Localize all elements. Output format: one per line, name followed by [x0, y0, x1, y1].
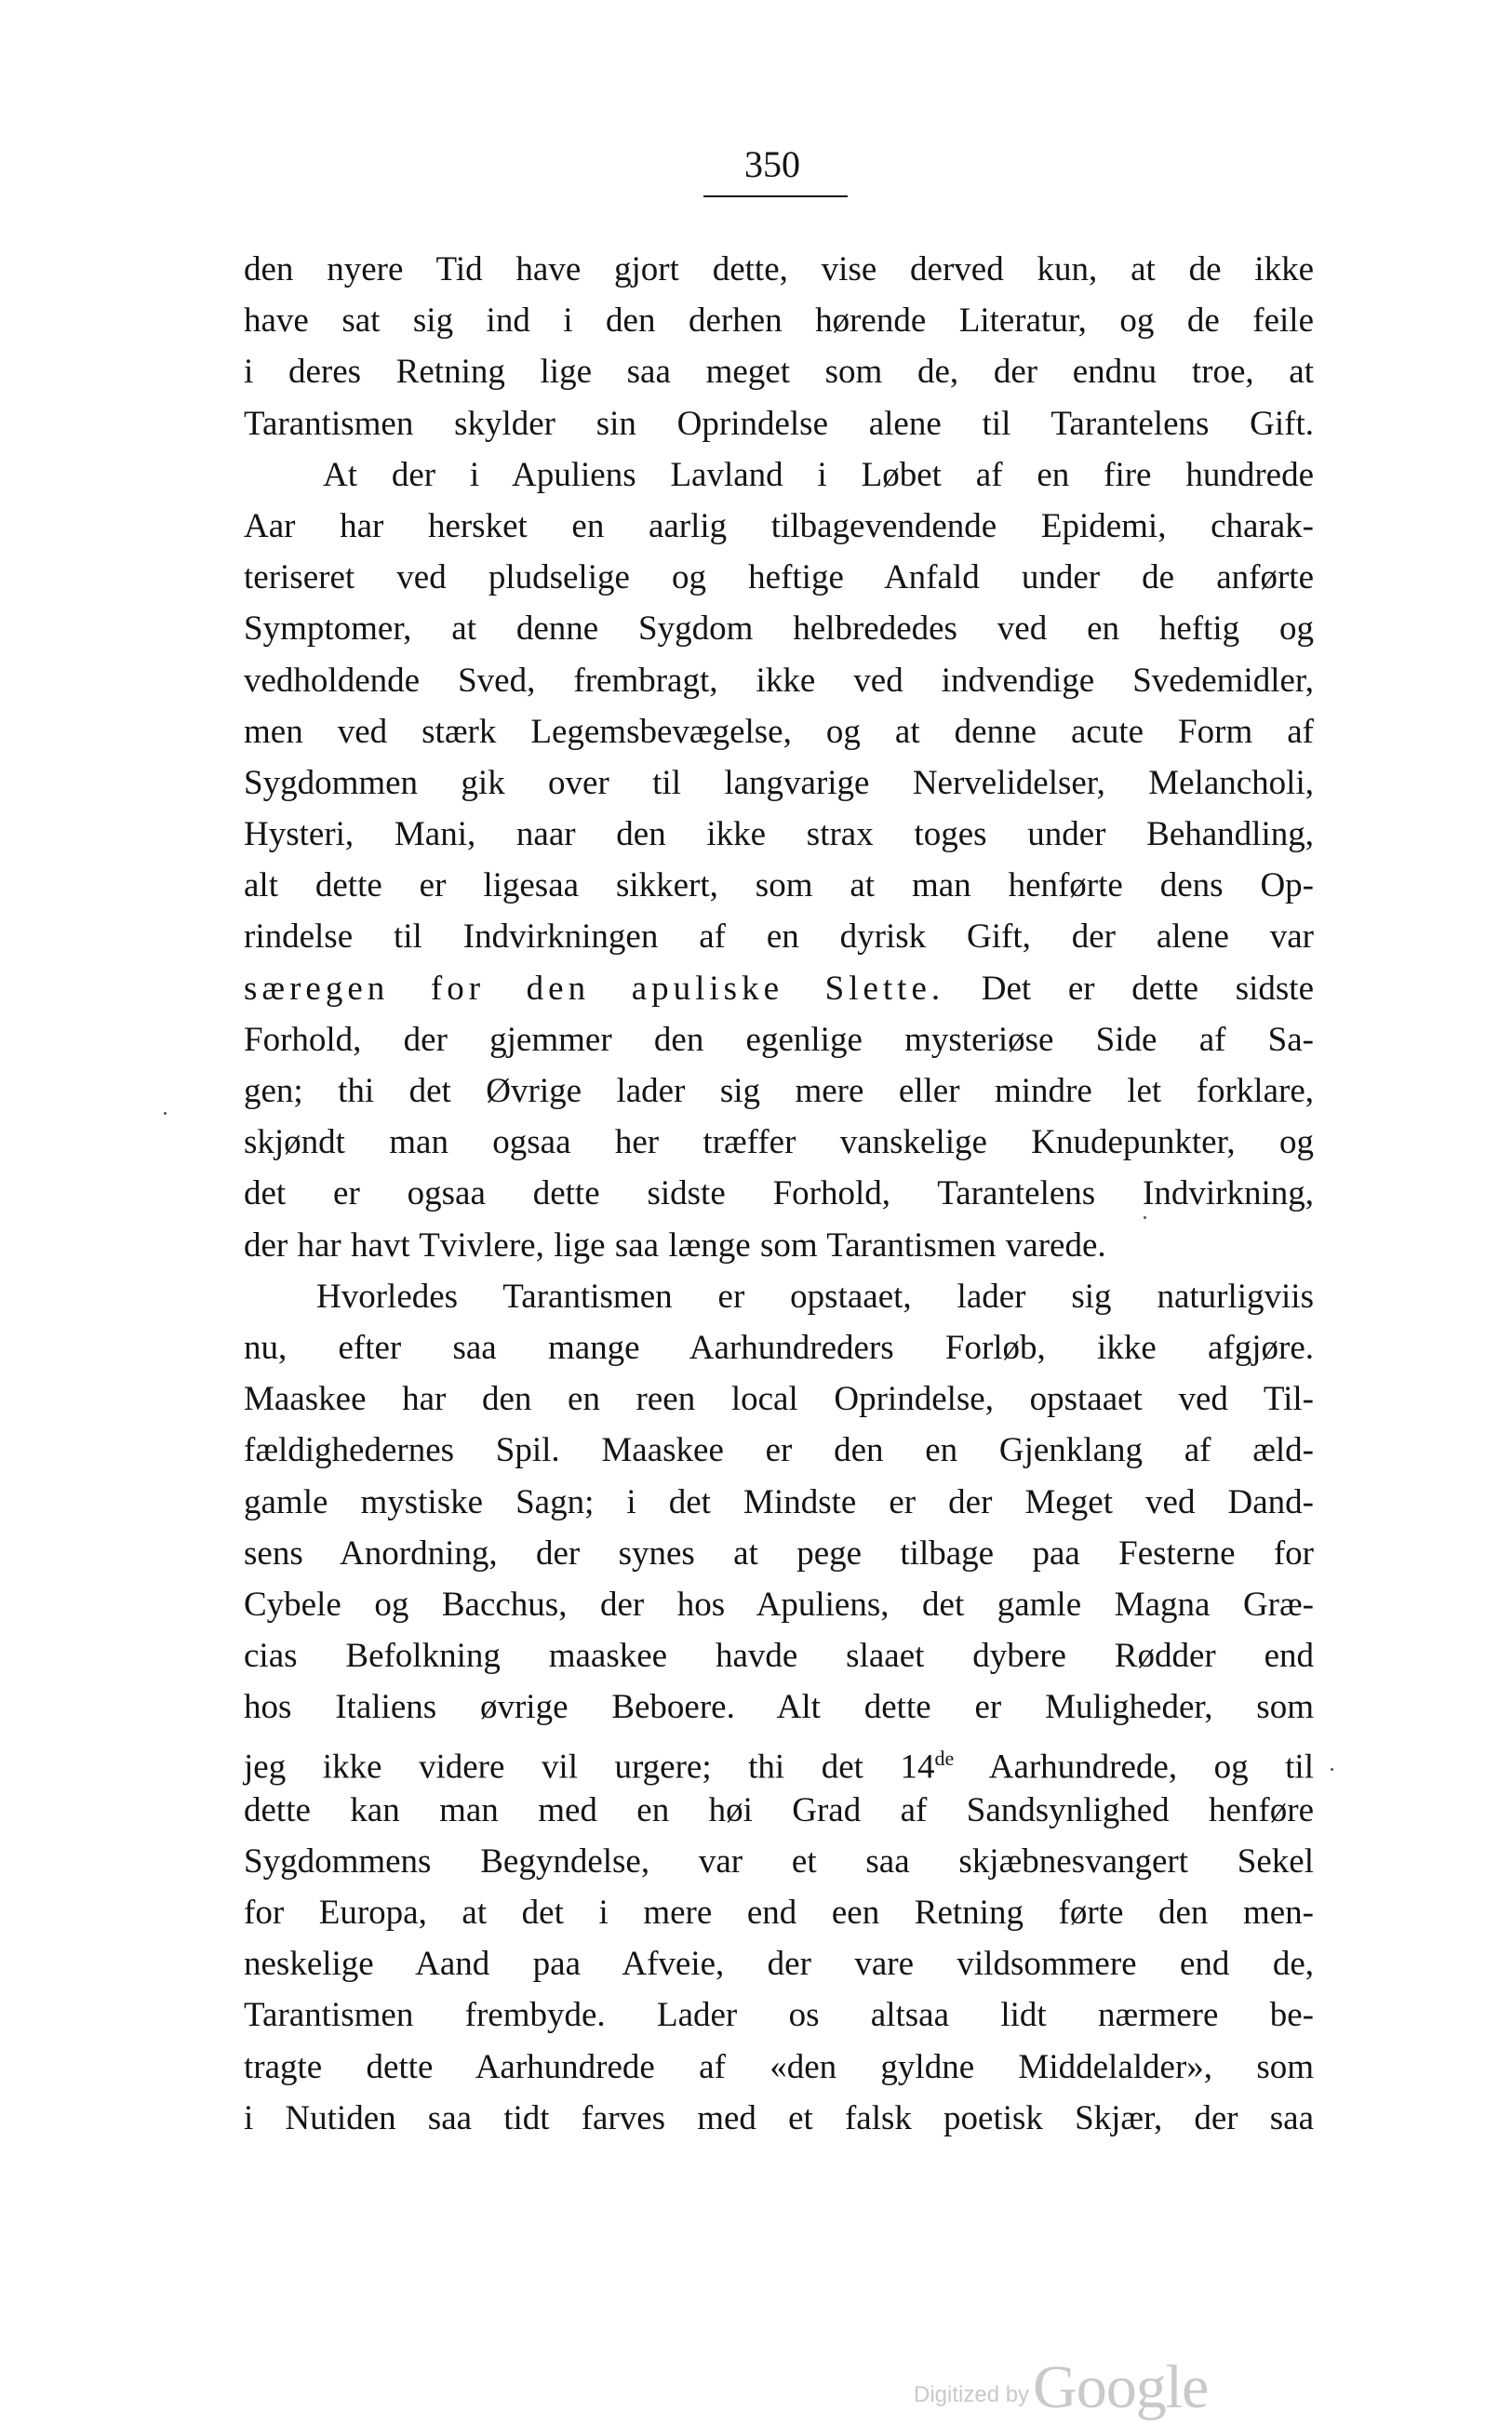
- text-segment: jeg ikke videre vil urgere; thi det 14: [244, 1748, 935, 1787]
- text-line: der har havt Tvivlere, lige saa længe som Tarantismen varede.: [244, 1225, 1106, 1265]
- text-line: dette kan man med en høi Grad af Sandsynlighed henføre: [244, 1790, 1314, 1829]
- text-line: den nyere Tid have gjort dette, vise derved kun, at de ikke: [244, 250, 1314, 288]
- text-line: Tarantismen skylder sin Oprindelse alene til Tarantelens Gift.: [244, 404, 1314, 443]
- text-line: [244, 963, 1314, 1014]
- text-line: Forhold, der gjemmer den egenlige mysteriøse Side af Sa-: [244, 1020, 1314, 1059]
- scan-speck: [164, 1112, 167, 1115]
- text-segment: Aarhundrede, og til: [954, 1748, 1314, 1787]
- text-line: rindelse til Indvirkningen af en dyrisk Gift, der alene var: [244, 917, 1314, 957]
- scan-speck: [1144, 1216, 1146, 1219]
- page-number: 350: [744, 143, 800, 185]
- text-line: det er ogsaa dette sidste Forhold, Tarantelens Indvirkning,: [244, 1174, 1314, 1213]
- text-line: Tarantismen frembyde. Lader os altsaa lidt nærmere be-: [244, 1996, 1314, 2035]
- text-line: gen; thi det Øvrige lader sig mere eller mindre let forklare,: [244, 1072, 1314, 1110]
- text-line: Cybele og Bacchus, der hos Apuliens, det gamle Magna Græ-: [244, 1585, 1314, 1624]
- text-line: Maaskee har den en reen local Oprindelse, opstaaet ved Til-: [244, 1380, 1314, 1419]
- text-line: Sygdommen gik over til langvarige Nervelidelser, Melancholi,: [244, 763, 1314, 802]
- text-line: cias Befolkning maaskee havde slaaet dybere Rødder end: [244, 1637, 1314, 1676]
- page-number-rule: [703, 195, 848, 197]
- text-line: i deres Retning lige saa meget som de, der endnu troe, at: [244, 353, 1314, 392]
- text-line: neskelige Aand paa Afveie, der vare vildsommere end de,: [244, 1945, 1314, 1984]
- text-line: teriseret ved pludselige og heftige Anfald under de anførte: [244, 558, 1314, 597]
- text-line: for Europa, at det i mere end een Retning førte den men-: [244, 1894, 1314, 1932]
- watermark-prefix: Digitized by: [914, 2382, 1030, 2407]
- text-line: Aar har hersket en aarlig tilbagevendende Epidemi, charak-: [244, 506, 1314, 545]
- text-line: have sat sig ind i den derhen hørende Literatur, og de feile: [244, 301, 1314, 341]
- text-line: fældighedernes Spil. Maaskee er den en Gjenklang af æld-: [244, 1431, 1314, 1470]
- text-line: men ved stærk Legemsbevægelse, og at denne acute Form af: [244, 712, 1314, 751]
- text-line: Hysteri, Mani, naar den ikke strax toges under Behandling,: [244, 815, 1314, 854]
- text-line: Symptomer, at denne Sygdom helbrededes ved en heftig og: [244, 609, 1314, 649]
- text-line: At der i Apuliens Lavland i Løbet af en fire hundrede: [323, 455, 1314, 494]
- text-line: skjøndt man ogsaa her træffer vanskelige Knudepunkter, og: [244, 1123, 1314, 1162]
- text-line: i Nutiden saa tidt farves med et falsk poetisk Skjær, der saa: [244, 2098, 1314, 2137]
- text-line: nu, efter saa mange Aarhundreders Forløb, ikke afgjøre.: [244, 1328, 1314, 1367]
- text-line: hos Italiens øvrige Beboere. Alt dette er Muligheder, som: [244, 1688, 1314, 1727]
- text-line: tragte dette Aarhundrede af «den gyldne Middelalder», som: [244, 2047, 1314, 2086]
- scan-speck: [1331, 1768, 1333, 1771]
- text-line: sens Anordning, der synes at pege tilbage paa Festerne for: [244, 1533, 1314, 1573]
- body-text: [244, 244, 1314, 2144]
- google-logo: Google: [1033, 2353, 1209, 2421]
- text-line: Sygdommens Begyndelse, var et saa skjæbnesvangert Sekel: [244, 1841, 1314, 1881]
- text-line: vedholdende Sved, frembragt, ikke ved indvendige Svedemidler,: [244, 661, 1314, 700]
- text-segment: Det er dette sidste: [981, 969, 1315, 1008]
- text-line: [244, 1733, 1314, 1787]
- digitized-by-google-watermark: [914, 2352, 1208, 2423]
- text-line: alt dette er ligesaa sikkert, som at man henførte dens Op-: [244, 866, 1314, 905]
- superscript: de: [934, 1747, 955, 1771]
- text-line: gamle mystiske Sagn; i det Mindste er der Meget ved Dand-: [244, 1482, 1314, 1521]
- text-line: Hvorledes Tarantismen er opstaaet, lader sig naturligviis: [316, 1277, 1314, 1316]
- spaced-emphasis: særegen for den apuliske Slette.: [244, 969, 945, 1008]
